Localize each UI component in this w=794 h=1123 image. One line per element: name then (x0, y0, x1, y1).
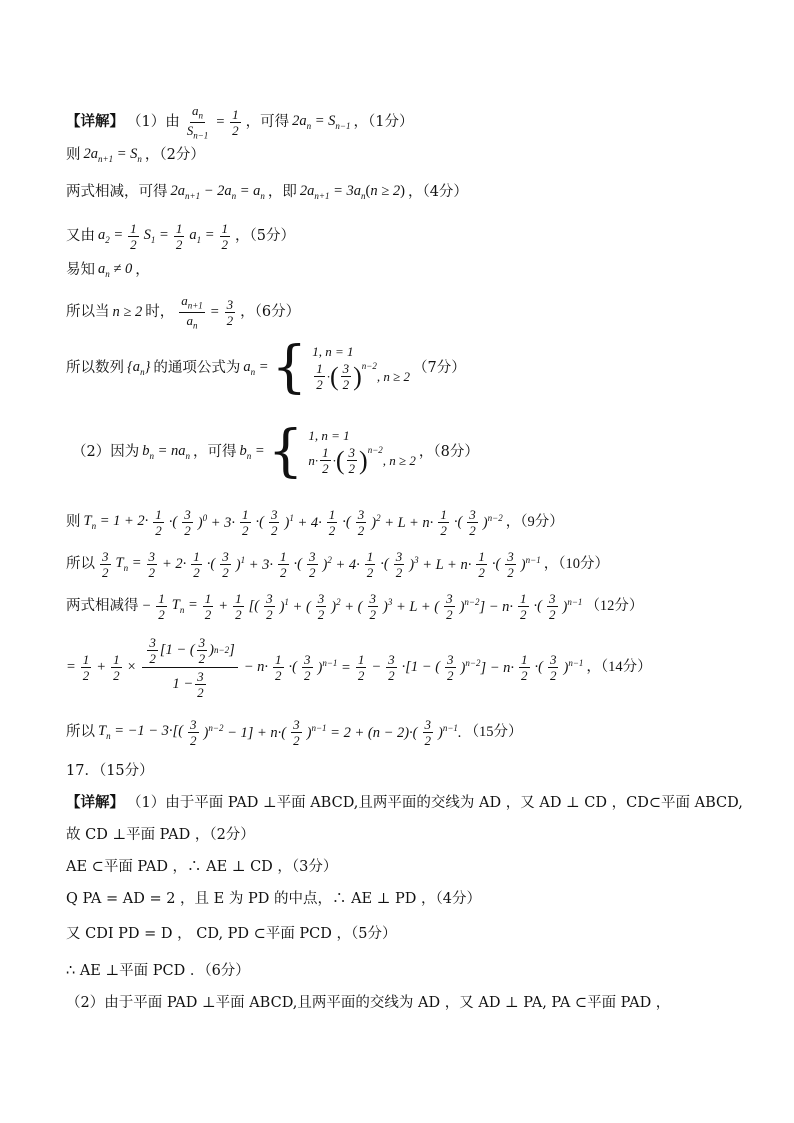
q17-line-2: 故 CD ⊥平面 PAD ，（2分） (66, 827, 255, 843)
solution-line-2: 则 $2a_{n+1} = S_n$ ，（2分） (66, 146, 205, 164)
solution-line-7: 所以数列 $\{a_n\}$ 的通项公式为 $a_n$ = { 1, n = 1 $\frac{1}{2}$ · ( $\frac{3}{2}$ ) $^{n-2}$ , n ≥ 2 （7分） (66, 335, 466, 400)
q17-line-3: AE ⊂平面 PAD ，∴ AE ⊥ CD ，（3分） (66, 859, 338, 875)
solution-line-8: （2）因为 $b_n = na_n$ ，可得 $b_n$ = { 1, n = 1 n· $\frac{1}{2}$ · ( $\frac{3}{2}$ ) $^{n-2}$ , n ≥ 2 ，（8分） (72, 419, 479, 484)
q17-line-6: ∴ AE ⊥平面 PCD ．（6分） (66, 963, 250, 979)
solution-line-9: 则 $T_n = 1 + 2\cdot$ $\frac{1}{2}$ ·( $\frac{3}{2}$ )$^0$ + 3· $\frac{1}{2}$ ·( $\frac{3}{2}$ )$^1$ + 4· $\frac{1}{2}$ ·( $\frac{3}{2}$ )$^2$ + L + n· $\frac{1}{2}$ ·( $\frac{3}{2}$ )$^{n-2}$ ，（9分） (66, 507, 564, 538)
big-fraction: $\frac{3}{2}$ [1 − ( $\frac{3}{2}$ ) n−2 ] 1 − $\frac{3}{2}$ (142, 636, 237, 699)
solution-line-3: 两式相减，可得 $2a_{n+1} - 2a_n = a_n$ ，即 $2a_{n+1} = 3a_n(n \ge 2)$ ，（4分） (66, 183, 468, 201)
fraction: $\frac{a_n}{S_{n-1}}$ (186, 103, 209, 141)
solution-line-1: 【详解】 （1）由 $\frac{a_n}{S_{n-1}}$ = $\frac{1}{2}$ ，可得 $2a_n = S_{n-1}$ ，（1分） (66, 103, 414, 141)
q17-line-4: Q PA = AD = 2 ，且 E 为 PD 的中点，∴ AE ⊥ PD ，（4分） (66, 891, 481, 907)
solution-line-6: 所以当 n ≥ 2 时， $\frac{a_{n+1}}{a_n}$ = $\frac{3}{2}$ ，（6分） (66, 293, 301, 331)
question-17-heading: 17．（15分） (66, 763, 154, 779)
fraction: $\frac{1}{2}$ (232, 106, 239, 138)
solution-line-12: = $\frac{1}{2}$ + $\frac{1}{2}$ × $\frac{3}{2}$ [1 − ( $\frac{3}{2}$ ) n−2 ] 1 − $\frac{3}{2}$ − n· $\frac{1}{2}$ ·( $\frac{3}{2}$ )$^{n-1}$ = $\frac{1}{2}$ − $\frac{3}{2}$ ·[1 − ( $\frac{3}{2}$ )$^{n-2}$] − n· $\frac{1}{2}$ ·( $\frac{3}{2}$ )$^{n-1}$ ，（14分） (66, 635, 652, 700)
solution-line-10: 所以 $\frac{3}{2}$ $T_n$ = $\frac{3}{2}$ + 2· $\frac{1}{2}$ ·( $\frac{3}{2}$ )$^1$ + 3· $\frac{1}{2}$ ·( $\frac{3}{2}$ )$^2$ + 4· $\frac{1}{2}$ ·( $\frac{3}{2}$ )$^3$ + L + n· $\frac{1}{2}$ ·( $\frac{3}{2}$ )$^{n-1}$ ，（10分） (66, 549, 609, 580)
solution-line-4: 又由 $a_2$ = $\frac{1}{2}$ $S_1$ = $\frac{1}{2}$ $a_1$ = $\frac{1}{2}$ ，（5分） (66, 221, 295, 252)
solution-line-11: 两式相减得 − $\frac{1}{2}$ $T_n$ = $\frac{1}{2}$ + $\frac{1}{2}$ [( $\frac{3}{2}$ )$^1$ + ( $\frac{3}{2}$ )$^2$ + ( $\frac{3}{2}$ )$^3$ + L + ( $\frac{3}{2}$ )$^{n-2}$] − n· $\frac{1}{2}$ ·( $\frac{3}{2}$ )$^{n-1}$ （12分） (66, 591, 644, 622)
solution-line-5: 易知 $a_n \ne 0$ ， (66, 261, 150, 279)
solution-line-13: 所以 $T_n = -1 - 3\cdot$[( $\frac{3}{2}$ )$^{n-2}$ − 1] + n·( $\frac{3}{2}$ )$^{n-1}$ = 2 + (n − 2)·( $\frac{3}{2}$ )$^{n-1}$. （15分） (66, 717, 523, 748)
q17-line-1: 【详解】 （1）由于平面 PAD ⊥平面 ABCD,且两平面的交线为 AD ，又 AD ⊥ CD ，CD⊂平面 ABCD, (66, 794, 743, 811)
q17-line-7: （2）由于平面 PAD ⊥平面 ABCD,且两平面的交线为 AD ，又 AD ⊥ PA, PA ⊂平面 PAD ， (66, 995, 671, 1011)
q17-line-5: 又 CDI PD = D ， CD, PD ⊂平面 PCD ，（5分） (66, 926, 397, 942)
detail-tag: 【详解】 (66, 112, 124, 130)
